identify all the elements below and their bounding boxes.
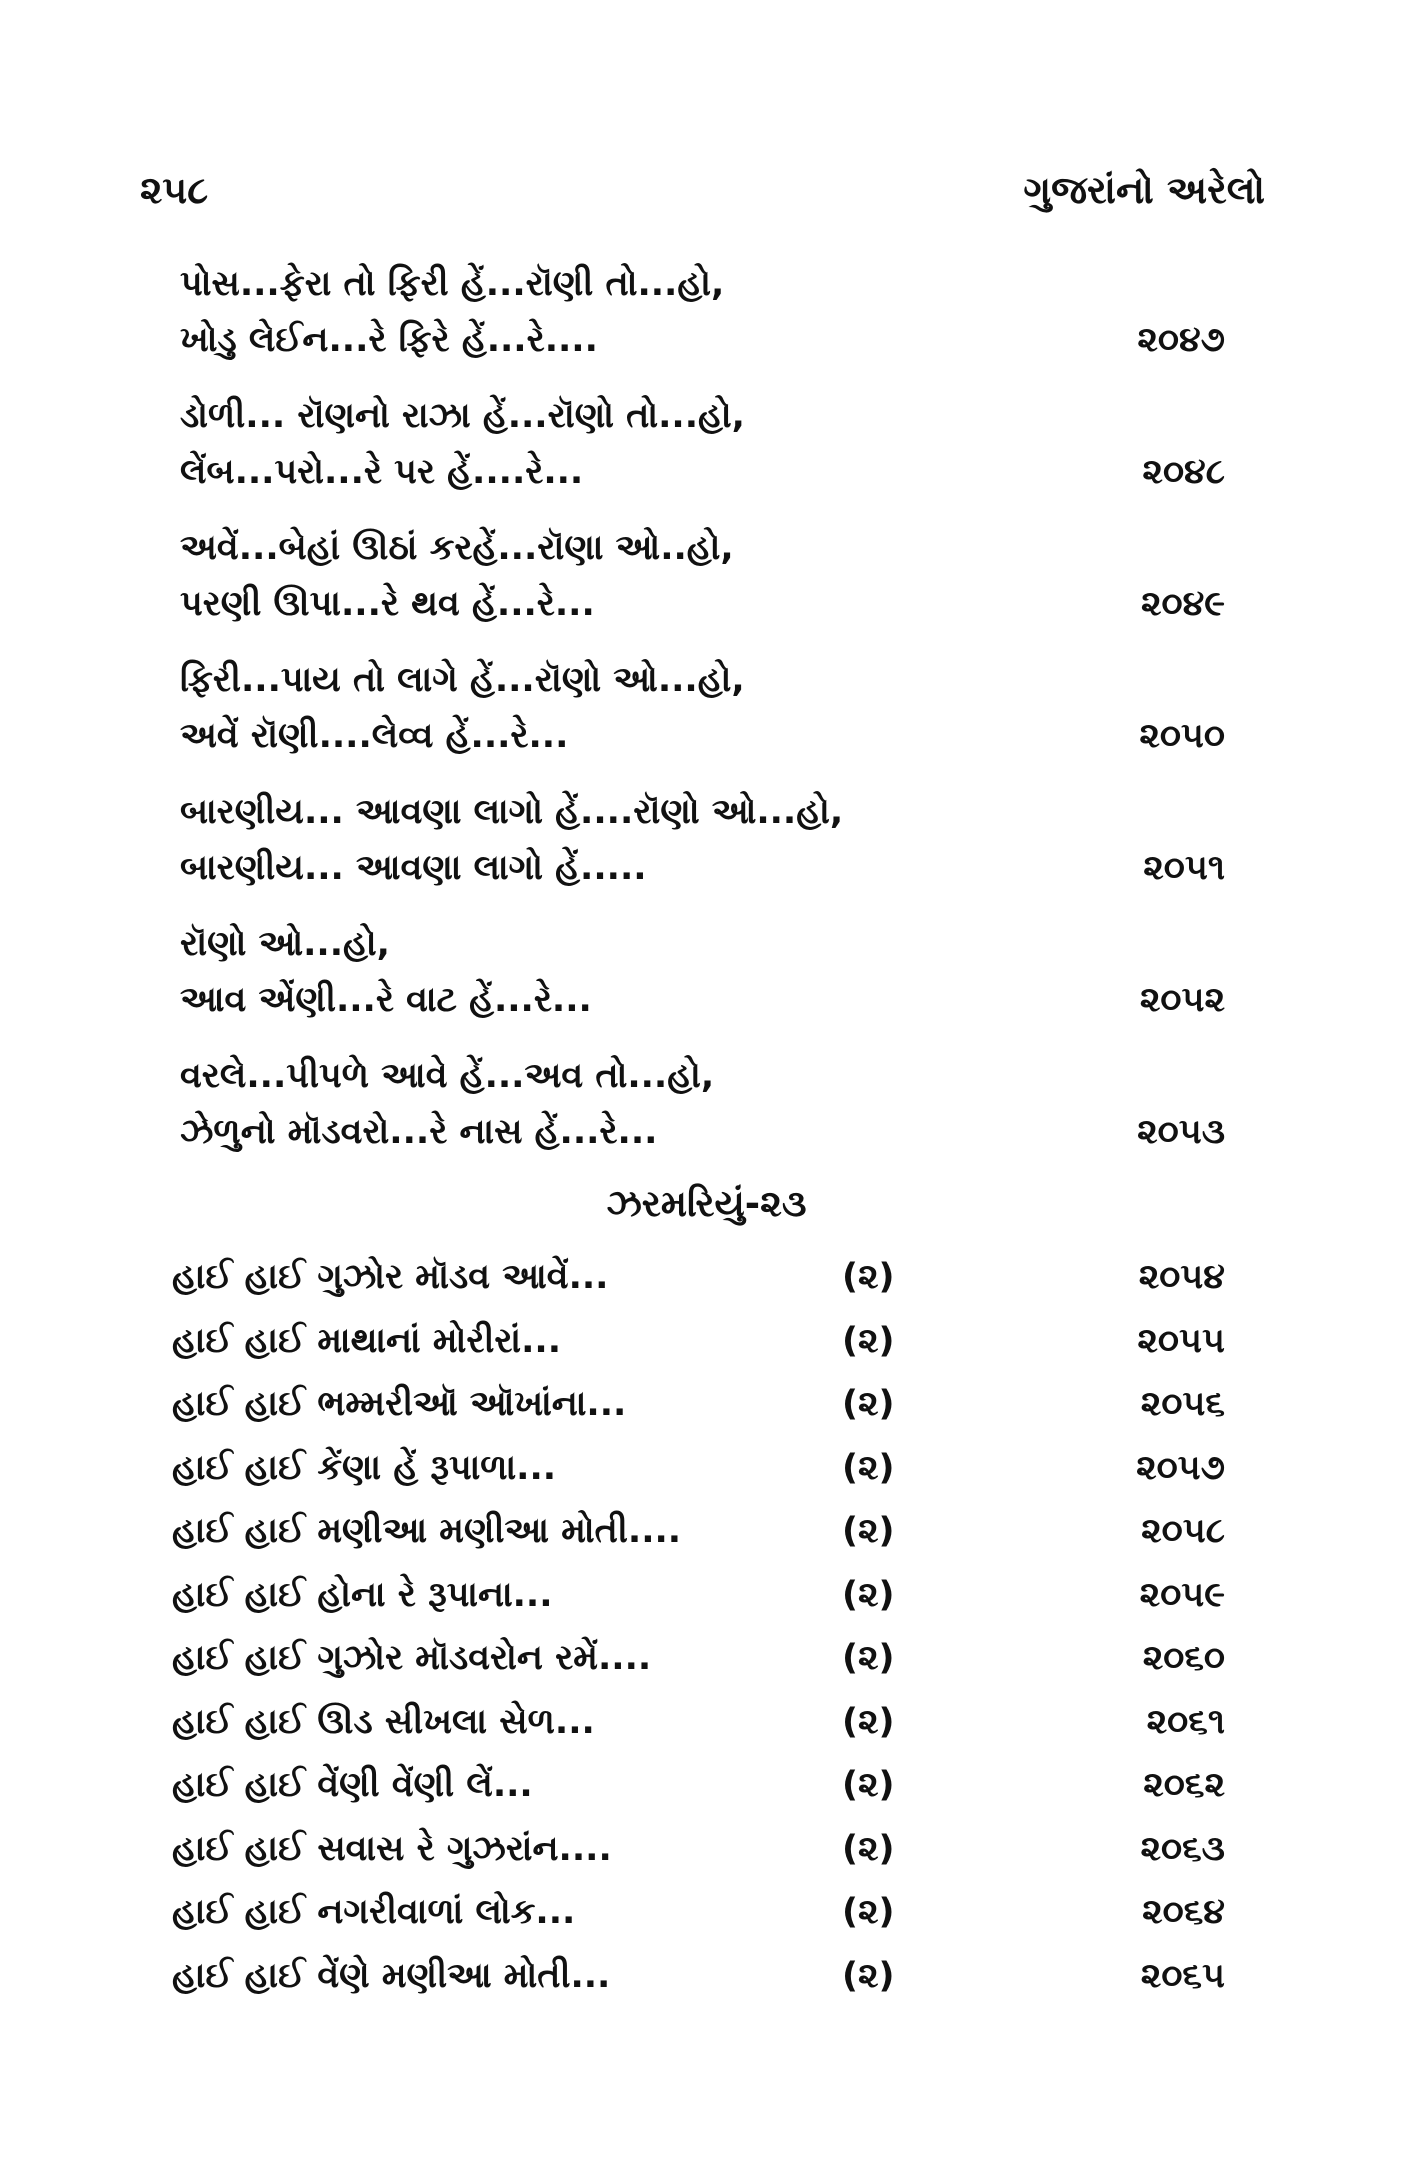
refrain-row	[172, 1446, 1225, 1510]
repeat-marker: (૨)	[842, 1384, 895, 1424]
refrain-text: હાઈ હાઈ ગુઝોર મૉડવ આવેં...	[172, 1257, 609, 1297]
repeat-marker: (૨)	[842, 1257, 895, 1297]
repeat-marker: (૨)	[842, 1638, 895, 1678]
refrain-list	[172, 1255, 1225, 2017]
verse-number: ૨૦૫૩	[1137, 1112, 1225, 1152]
stanza	[180, 262, 1225, 394]
verse-number: ૨૦૫૪	[1138, 1257, 1225, 1297]
refrain-text: હાઈ હાઈ હોના રે રૂપાના...	[172, 1574, 553, 1615]
verse-line: અવેં રૉણી....લેવ્વ હેં...રે...	[180, 716, 569, 756]
page-number: ૨૫૮	[140, 168, 209, 212]
verse-number: ૨૦૫૬	[1140, 1384, 1225, 1424]
verse-number: ૨૦૬૫	[1140, 1955, 1225, 1996]
refrain-text: હાઈ હાઈ ભમ્મરીઑ ઑખાંના...	[172, 1384, 627, 1424]
verse-line: બારણીય... આવણા લાગો હેં....રૉણો ઓ...હો,	[180, 792, 844, 832]
refrain-text: હાઈ હાઈ ઊડ સીખલા સેળ...	[172, 1701, 595, 1742]
verse-number: ૨૦૫૯	[1139, 1574, 1225, 1615]
refrain-text: હાઈ હાઈ માથાનાં મોરીરાં...	[172, 1320, 561, 1361]
refrain-text: હાઈ હાઈ સવાસ રે ગુઝરાંન....	[172, 1828, 612, 1869]
refrain-row	[172, 1827, 1225, 1891]
section-heading: ઝરમરિયું-૨૩	[606, 1182, 807, 1225]
verse-line: ઝેળુનો મૉડવરો...રે નાસ હેં...રે...	[180, 1112, 658, 1152]
refrain-row	[172, 1255, 1225, 1319]
refrain-text: હાઈ હાઈ કેંણા હેં રૂપાળા...	[172, 1447, 557, 1488]
verse-line: પરણી ઊપા...રે થવ હેં...રે...	[180, 584, 595, 624]
refrain-row	[172, 1954, 1225, 2018]
refrain-text: હાઈ હાઈ વેંણી વેંણી લેં...	[172, 1765, 533, 1805]
stanza	[180, 922, 1225, 1054]
verse-number: ૨૦૫૧	[1143, 848, 1225, 888]
page-header	[140, 168, 1265, 228]
repeat-marker: (૨)	[842, 1892, 895, 1932]
refrain-row	[172, 1573, 1225, 1637]
stanza	[180, 1054, 1225, 1186]
verse-line: બારણીય... આવણા લાગો હેં.....	[180, 848, 647, 888]
stanza	[180, 790, 1225, 922]
verse-line: ખોડુ લેઈન...રે ફિરે હેં...રે....	[180, 320, 598, 360]
verse-line: લેંબ...પરો...રે પર હેં....રે...	[180, 452, 584, 492]
verse-line: પોસ...ફેરા તો ફિરી હેં...રૉણી તો...હો,	[180, 264, 725, 304]
refrain-text: હાઈ હાઈ નગરીવાળાં લોક...	[172, 1892, 576, 1932]
refrain-text: હાઈ હાઈ વેંણે મણીઆ મોતી...	[172, 1955, 611, 1996]
refrain-text: હાઈ હાઈ ગુઝોર મૉડવરોન રમેં....	[172, 1638, 652, 1678]
refrain-row	[172, 1763, 1225, 1827]
verse-number: ૨૦૫૭	[1136, 1447, 1225, 1488]
verse-number: ૨૦૪૯	[1140, 584, 1225, 624]
refrain-row	[172, 1509, 1225, 1573]
verse-line: આવ એંણી...રે વાટ હેં...રે...	[180, 980, 592, 1020]
refrain-text: હાઈ હાઈ મણીઆ મણીઆ મોતી....	[172, 1511, 682, 1551]
verse-number: ૨૦૫૦	[1139, 716, 1225, 756]
repeat-marker: (૨)	[842, 1701, 895, 1742]
refrain-row	[172, 1319, 1225, 1383]
stanza	[180, 526, 1225, 658]
verse-number: ૨૦૪૮	[1142, 452, 1225, 492]
verse-line: રૉણો ઓ...હો,	[180, 924, 390, 964]
verse-number: ૨૦૫૮	[1141, 1511, 1225, 1551]
verse-number: ૨૦૬૨	[1143, 1765, 1225, 1805]
verse-number: ૨૦૬૧	[1146, 1701, 1225, 1742]
verse-line: ફિરી...પાય તો લાગે હેં...રૉણો ઓ...હો,	[180, 660, 745, 700]
verse-number: ૨૦૬૪	[1142, 1892, 1225, 1932]
stanza	[180, 658, 1225, 790]
verse-line: વરલે...પીપળે આવે હેં...અવ તો...હો,	[180, 1056, 715, 1096]
refrain-row	[172, 1382, 1225, 1446]
stanza	[180, 394, 1225, 526]
verse-number: ૨૦૬૦	[1142, 1638, 1225, 1678]
stanza-list	[180, 262, 1225, 1186]
repeat-marker: (૨)	[842, 1447, 895, 1488]
verse-line: ડોળી... રૉણનો રાઝા હેં...રૉણો તો...હો,	[180, 396, 745, 436]
repeat-marker: (૨)	[842, 1511, 895, 1551]
refrain-row	[172, 1700, 1225, 1764]
verse-number: ૨૦૪૭	[1137, 320, 1225, 360]
refrain-row	[172, 1636, 1225, 1700]
repeat-marker: (૨)	[842, 1574, 895, 1615]
repeat-marker: (૨)	[842, 1320, 895, 1361]
running-title: ગુજરાંનો અરેલો	[1023, 168, 1265, 212]
verse-number: ૨૦૫૨	[1139, 980, 1225, 1020]
repeat-marker: (૨)	[842, 1955, 895, 1996]
repeat-marker: (૨)	[842, 1828, 895, 1869]
refrain-row	[172, 1890, 1225, 1954]
verse-number: ૨૦૫૫	[1137, 1320, 1225, 1361]
repeat-marker: (૨)	[842, 1765, 895, 1805]
verse-line: અવેં...બેહાં ઊઠાં કરહેં...રૉણા ઓ..હો,	[180, 528, 734, 568]
verse-number: ૨૦૬૩	[1140, 1828, 1225, 1869]
